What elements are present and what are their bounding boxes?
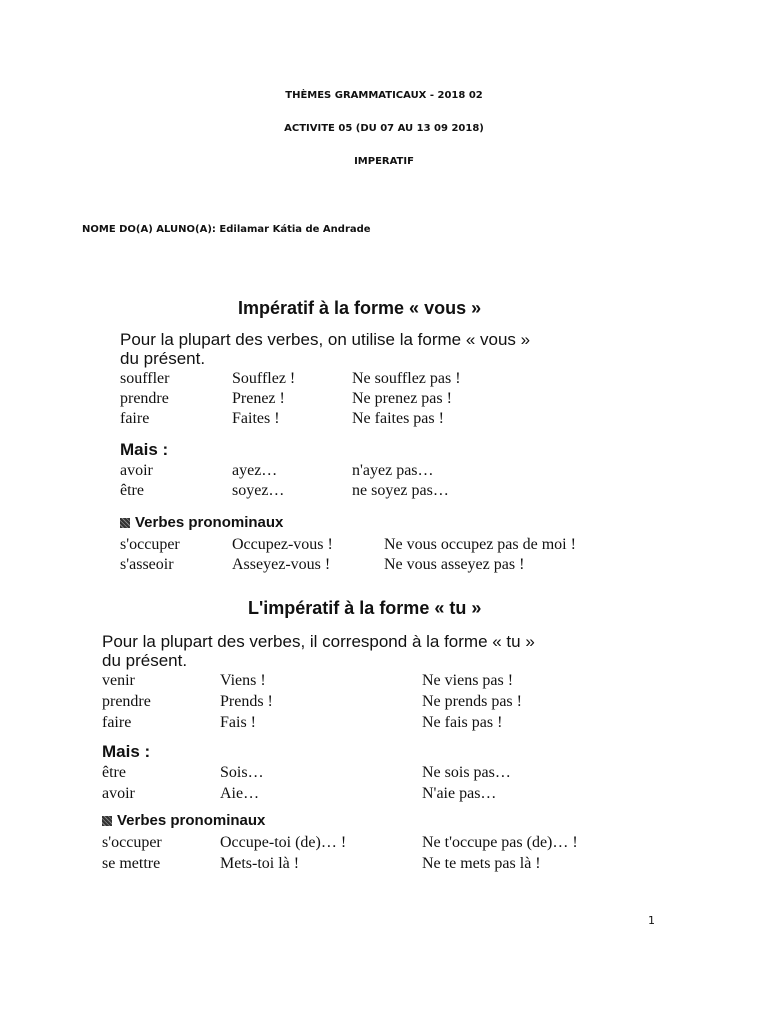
- infinitive: faire: [102, 714, 132, 731]
- tu-mais-row: [102, 764, 662, 784]
- tu-row: [102, 714, 662, 734]
- infinitive: s'asseoir: [120, 556, 174, 573]
- vous-row: [120, 410, 540, 430]
- vous-pronominal-title: Verbes pronominaux: [135, 514, 284, 531]
- negative: Ne t'occupe pas (de)… !: [422, 834, 578, 851]
- affirmative: Viens !: [220, 672, 266, 689]
- negative: Ne prends pas !: [422, 693, 522, 710]
- negative: ne soyez pas…: [352, 482, 449, 499]
- grammar-scan: [96, 288, 676, 888]
- infinitive: se mettre: [102, 855, 161, 872]
- negative: Ne soufflez pas !: [352, 370, 461, 387]
- negative: Ne te mets pas là !: [422, 855, 541, 872]
- infinitive: s'occuper: [102, 834, 162, 851]
- affirmative: Prends !: [220, 693, 273, 710]
- negative: Ne prenez pas !: [352, 390, 452, 407]
- vous-intro-line-1: Pour la plupart des verbes, on utilise la forme « vous »: [120, 330, 531, 349]
- tu-intro-line-2: du présent.: [102, 651, 188, 670]
- infinitive: avoir: [102, 785, 135, 802]
- vous-mais-row: [120, 482, 540, 502]
- affirmative: Aie…: [220, 785, 260, 802]
- negative: Ne sois pas…: [422, 764, 511, 781]
- tu-section-title: L'impératif à la forme « tu »: [248, 598, 482, 618]
- infinitive: prendre: [120, 390, 169, 407]
- header-activity: ACTIVITE 05 (DU 07 AU 13 09 2018): [284, 123, 484, 134]
- infinitive: avoir: [120, 462, 153, 479]
- tu-pronominal-title: Verbes pronominaux: [117, 812, 266, 829]
- affirmative: ayez…: [232, 462, 278, 479]
- negative: N'aie pas…: [422, 785, 497, 802]
- affirmative: Occupez-vous !: [232, 536, 333, 553]
- affirmative: Asseyez-vous !: [232, 556, 331, 573]
- vous-pronominal-row: [120, 556, 680, 576]
- tu-row: [102, 672, 662, 692]
- tu-intro-line-1: Pour la plupart des verbes, il correspond à la forme « tu »: [102, 632, 535, 651]
- page-number: 1: [648, 914, 655, 927]
- tu-row: [102, 693, 662, 713]
- negative: Ne vous occupez pas de moi !: [384, 536, 576, 553]
- student-name-line: NOME DO(A) ALUNO(A): Edilamar Kátia de Andrade: [82, 224, 371, 235]
- negative: Ne faites pas !: [352, 410, 444, 427]
- affirmative: Mets-toi là !: [220, 855, 300, 872]
- affirmative: soyez…: [232, 482, 285, 499]
- vous-pronominal-row: [120, 536, 680, 556]
- affirmative: Occupe-toi (de)… !: [220, 834, 347, 851]
- vous-mais-heading: Mais :: [120, 440, 169, 459]
- header-topic: IMPERATIF: [354, 156, 414, 167]
- negative: Ne fais pas !: [422, 714, 503, 731]
- infinitive: souffler: [120, 370, 170, 387]
- infinitive: venir: [102, 672, 135, 689]
- tu-mais-row: [102, 785, 662, 805]
- infinitive: prendre: [102, 693, 151, 710]
- affirmative: Soufflez !: [232, 370, 296, 387]
- tu-mais-heading: Mais :: [102, 742, 151, 761]
- affirmative: Fais !: [220, 714, 256, 731]
- negative: n'ayez pas…: [352, 462, 434, 479]
- infinitive: être: [120, 482, 144, 499]
- infinitive: faire: [120, 410, 150, 427]
- vous-section-title: Impératif à la forme « vous »: [238, 298, 482, 318]
- square-bullet-icon: [120, 518, 130, 528]
- square-bullet-icon: [102, 816, 112, 826]
- negative: Ne vous asseyez pas !: [384, 556, 525, 573]
- header-title: THÈMES GRAMMATICAUX - 2018 02: [285, 90, 483, 101]
- infinitive: s'occuper: [120, 536, 180, 553]
- infinitive: être: [102, 764, 126, 781]
- vous-row: [120, 370, 540, 390]
- tu-pronominal-row: [102, 834, 672, 854]
- affirmative: Prenez !: [232, 390, 285, 407]
- vous-row: [120, 390, 540, 410]
- tu-pronominal-heading: [102, 812, 265, 829]
- negative: Ne viens pas !: [422, 672, 514, 689]
- vous-mais-row: [120, 462, 540, 482]
- vous-pronominal-heading: [120, 514, 283, 531]
- vous-intro-line-2: du présent.: [120, 349, 206, 368]
- affirmative: Faites !: [232, 410, 280, 427]
- tu-pronominal-row: [102, 855, 672, 875]
- affirmative: Sois…: [220, 764, 264, 781]
